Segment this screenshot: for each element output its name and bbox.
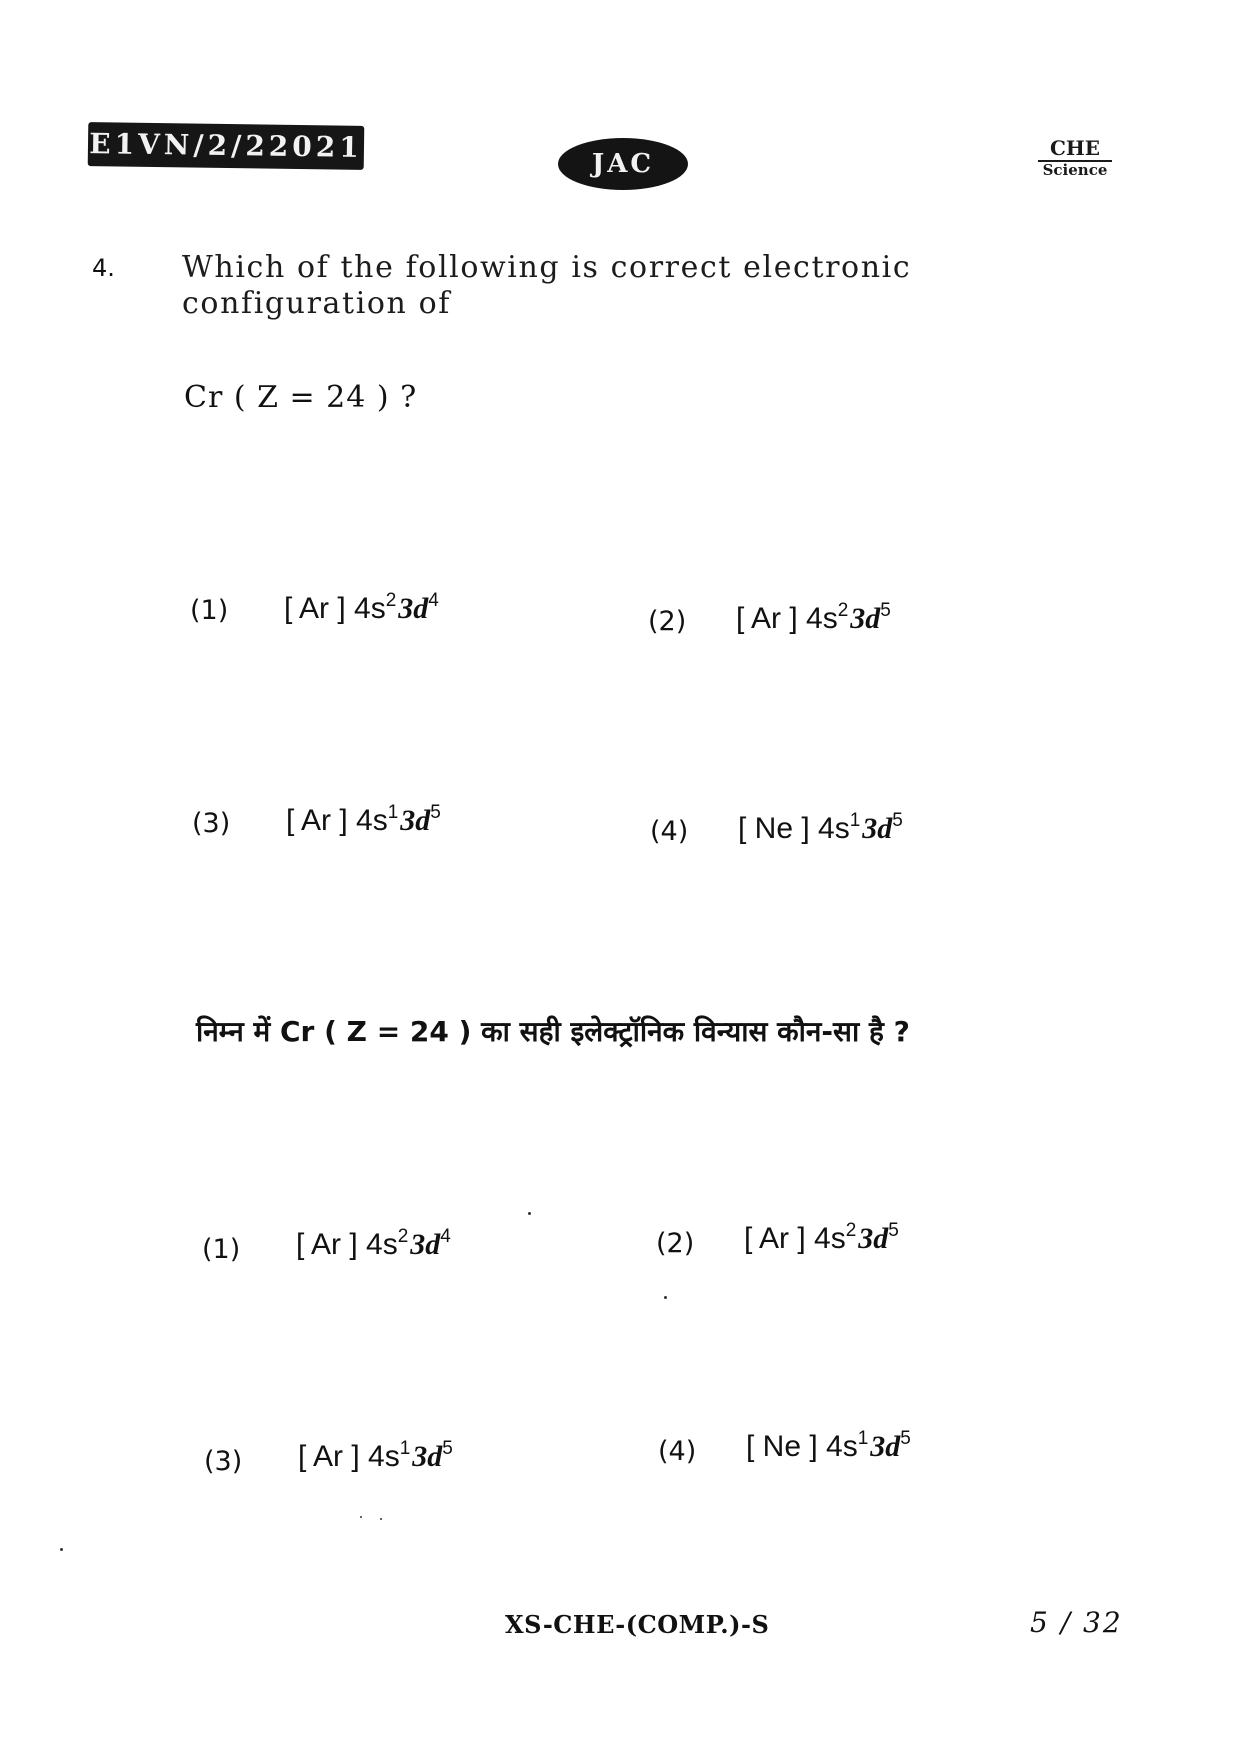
option-en-4 [738, 812, 905, 846]
option-en-3-number: (3) [192, 808, 231, 839]
scan-speck [664, 1296, 667, 1299]
option-d-exponent: 5 [442, 1438, 453, 1459]
option-en-1-number: (1) [190, 595, 229, 626]
question-number: 4. [92, 254, 115, 282]
option-core: [ Ne ] 4s [738, 812, 850, 845]
option-en-3 [286, 804, 443, 838]
jac-logo-badge: JAC [558, 138, 688, 190]
stamp-line-2: Science [1038, 160, 1112, 178]
option-hi-3 [298, 1440, 455, 1474]
option-s-exponent: 1 [849, 810, 861, 831]
option-d-exponent: 5 [430, 802, 441, 823]
option-d-orbital: 3d [870, 1430, 901, 1463]
option-d-orbital: 3d [398, 592, 429, 625]
stamp-line-1: CHE [1049, 136, 1101, 160]
option-d-orbital: 3d [862, 812, 893, 845]
option-d-exponent: 4 [428, 590, 439, 611]
option-core: [ Ar ] 4s [298, 1440, 400, 1473]
question-text-hindi: निम्न में Cr ( Z = 24 ) का सही इलेक्ट्रॉनिक विन्यास कौन-सा है ? [196, 1015, 910, 1048]
option-en-1 [284, 592, 441, 626]
option-core: [ Ne ] 4s [746, 1430, 858, 1463]
scan-speck [360, 1516, 362, 1518]
option-hi-1 [296, 1228, 453, 1262]
subject-stamp [1020, 136, 1130, 178]
option-core: [ Ar ] 4s [736, 602, 838, 635]
scan-speck [528, 1212, 531, 1215]
option-d-exponent: 5 [880, 600, 891, 621]
option-en-2 [736, 602, 893, 636]
option-d-orbital: 3d [400, 804, 431, 837]
paper-code-badge: E1VN/2/22021 [88, 122, 365, 170]
question-text-english: Which of the following is correct electronic configuration of [182, 250, 912, 321]
option-s-exponent: 2 [385, 590, 397, 611]
option-s-exponent: 2 [397, 1226, 409, 1247]
page-number: 5 / 32 [1030, 1606, 1123, 1639]
option-core: [ Ar ] 4s [284, 592, 386, 625]
option-d-orbital: 3d [410, 1228, 441, 1261]
option-s-exponent: 1 [857, 1428, 869, 1449]
option-core: [ Ar ] 4s [744, 1222, 846, 1255]
option-s-exponent: 1 [387, 802, 399, 823]
option-en-2-number: (2) [648, 606, 687, 637]
option-d-exponent: 5 [892, 810, 903, 831]
option-hi-4-number: (4) [658, 1436, 697, 1467]
option-core: [ Ar ] 4s [296, 1228, 398, 1261]
option-d-exponent: 5 [900, 1428, 911, 1449]
question-text-english-line2: Cr ( Z = 24 ) ? [184, 380, 418, 415]
scan-speck [60, 1548, 63, 1551]
option-d-orbital: 3d [850, 602, 881, 635]
option-s-exponent: 2 [837, 600, 849, 621]
option-en-4-number: (4) [650, 816, 689, 847]
option-hi-3-number: (3) [204, 1446, 243, 1477]
option-s-exponent: 1 [399, 1438, 411, 1459]
option-d-orbital: 3d [412, 1440, 443, 1473]
option-hi-2-number: (2) [656, 1228, 695, 1259]
option-hi-2 [744, 1222, 901, 1256]
option-hi-4 [746, 1430, 913, 1464]
option-hi-1-number: (1) [202, 1234, 241, 1265]
option-core: [ Ar ] 4s [286, 804, 388, 837]
option-d-orbital: 3d [858, 1222, 889, 1255]
option-d-exponent: 5 [888, 1220, 899, 1241]
scan-speck [380, 1518, 382, 1520]
option-d-exponent: 4 [440, 1226, 451, 1247]
option-s-exponent: 2 [845, 1220, 857, 1241]
footer-paper-code: XS-CHE-(COMP.)-S [505, 1610, 770, 1639]
